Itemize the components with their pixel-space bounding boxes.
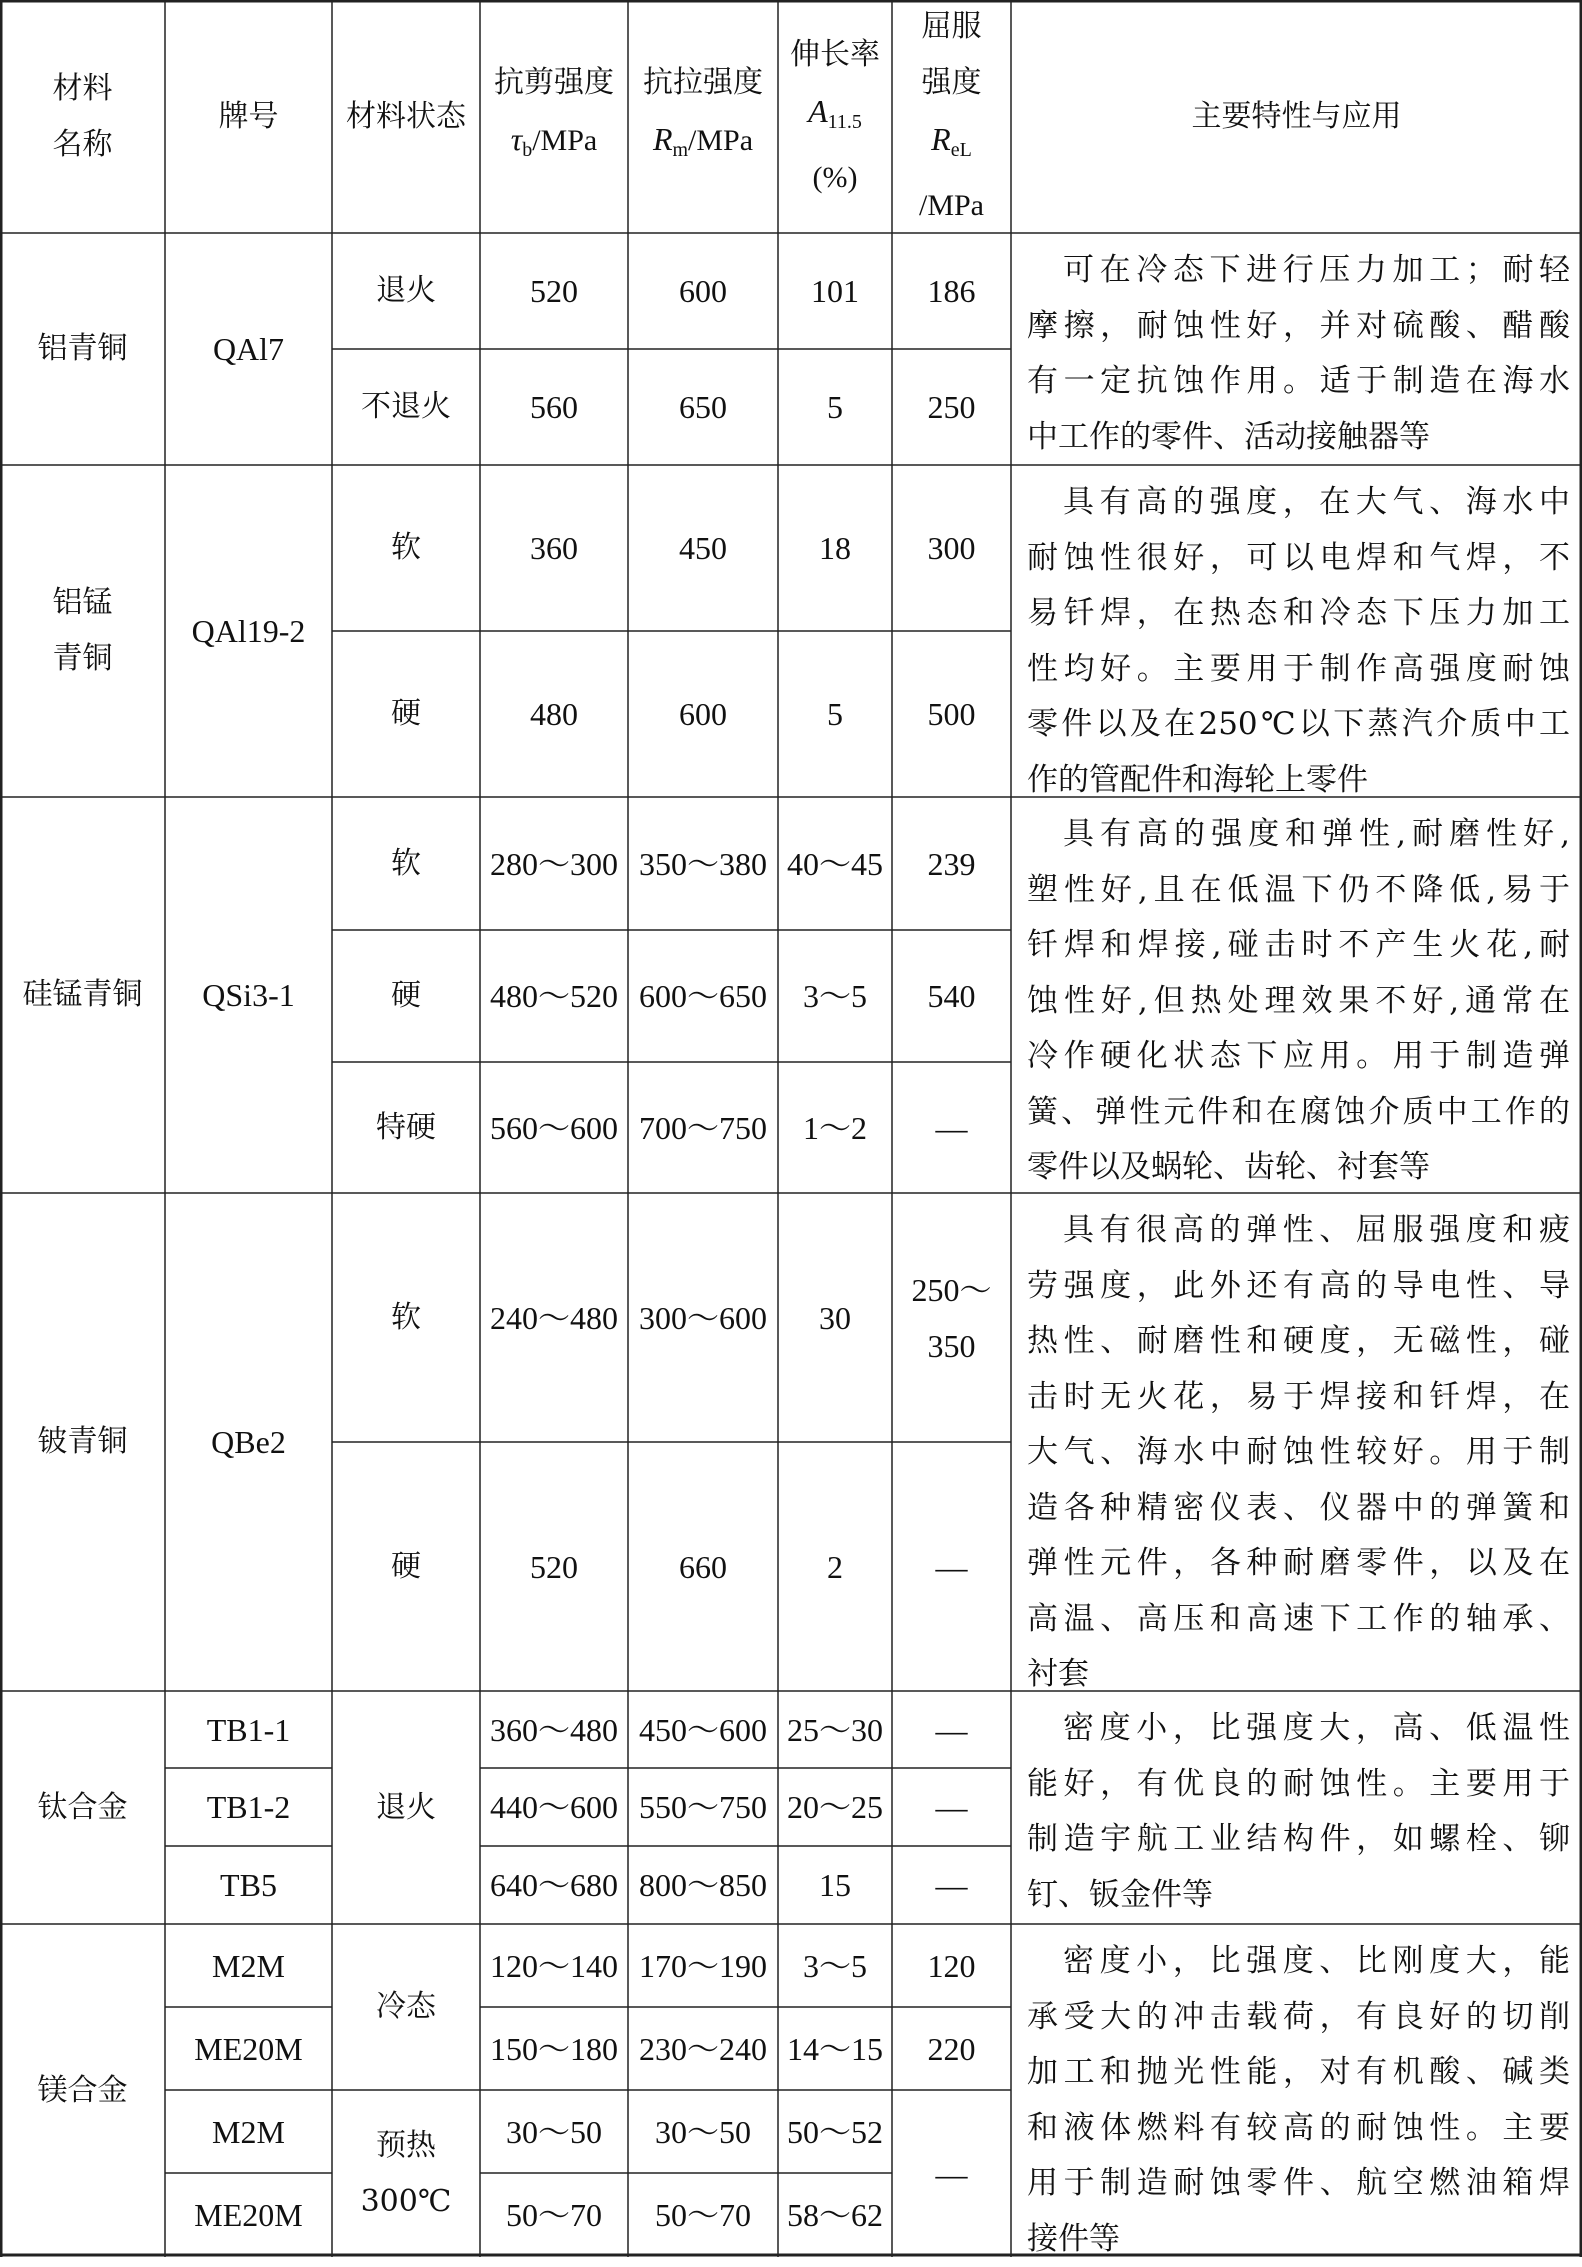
elongation-value: 3～5 (802, 978, 867, 1014)
shear-value: 120～140 (489, 1947, 618, 1984)
material-name: 钛合金 (37, 1789, 128, 1825)
grade: ME20M (194, 2197, 303, 2233)
header-material-name: 材料 名称 (52, 70, 113, 162)
shear-value: 280～300 (489, 845, 618, 882)
tensile-value: 600～650 (638, 978, 767, 1014)
header-yield-strength: 屈服 强度 $R_{eL}$ /MPa (918, 9, 984, 222)
yield-value: — (935, 1867, 968, 1903)
elongation-value: 58～62 (786, 2197, 883, 2233)
state: 软 (391, 1299, 421, 1335)
tensile-value: 350～380 (638, 845, 767, 882)
grade: QAl19-2 (191, 613, 306, 649)
tensile-value: 600 (679, 273, 727, 309)
features-description: 具有高的强度，在大气、海水中 耐蚀性很好，可以电焊和气焊，不 易钎焊，在热态和冷态下压力加工 性均好。主要用于制作高强度耐蚀 零件以及在250℃以下蒸汽介质中工 作的管配件和海轮上零件 (1027, 484, 1570, 798)
state: 软 (391, 530, 421, 565)
tensile-value: 170～190 (638, 1947, 767, 1984)
state: 硬 (391, 696, 421, 731)
yield-value: 250～ 350 (911, 1271, 992, 1364)
tensile-value: 300～600 (638, 1299, 767, 1336)
shear-value: 50～70 (505, 2197, 602, 2233)
header-shear-strength: 抗剪强度 $\tau_b$/MPa (494, 65, 614, 161)
shear-value: 360～480 (489, 1711, 618, 1748)
material-name: 镁合金 (37, 2072, 128, 2108)
state: 特硬 (376, 1109, 436, 1145)
features-description: 具有高的强度和弹性,耐磨性好, 塑性好,且在低温下仍不降低,易于 钎焊和焊接,碰击时不产生火花,耐 蚀性好,但热处理效果不好,通常在 冷作硬化状态下应用。用于制造弹 簧、弹性元件和在腐蚀介质中工作的 零件以及蜗轮、齿轮、衬套等 (1027, 816, 1570, 1185)
header-elongation: 伸长率 $A_{11.5}$ (%) (790, 37, 880, 194)
tensile-value: 650 (679, 389, 727, 425)
state: 退火 (376, 273, 436, 308)
grade: TB1-1 (206, 1711, 291, 1748)
features-description: 密度小，比强度、比刚度大，能 承受大的冲击载荷，有良好的切削 加工和抛光性能，对有机酸、碱类 和液体燃料有较高的耐蚀性。主要 用于制造耐蚀零件、航空燃油箱焊 接件等 (1027, 1943, 1570, 2257)
shear-value: 480～520 (489, 978, 618, 1014)
material-name: 铝锰 青铜 (52, 585, 113, 676)
material-name: 铝青铜 (37, 331, 128, 366)
yield-value: 300 (927, 530, 976, 566)
shear-value: 440～600 (489, 1789, 618, 1825)
elongation-value: 14～15 (786, 2030, 883, 2067)
material-name: 硅锰青铜 (22, 977, 143, 1012)
tensile-value: 50～70 (654, 2197, 751, 2233)
shear-value: 30～50 (505, 2113, 602, 2150)
yield-value: 239 (927, 845, 976, 882)
yield-value: 120 (927, 1947, 976, 1984)
elongation-value: 101 (811, 273, 859, 309)
features-description: 具有很高的弹性、屈服强度和疲 劳强度，此外还有高的导电性、导 热性、耐磨性和硬度，无磁性，碰 击时无火花，易于焊接和钎焊，在 大气、海水中耐蚀性较好。用于制 造各种精密仪表、仪器中的弹簧和 弹性元件，各种耐磨零件，以及在 高温、高压和高速下工作的轴承、 衬套 (1027, 1212, 1570, 1692)
shear-value: 520 (530, 273, 578, 309)
tensile-value: 230～240 (638, 2030, 767, 2067)
elongation-value: 25～30 (786, 1711, 883, 1748)
shear-value: 520 (530, 1548, 578, 1585)
features-description: 密度小，比强度大，高、低温性 能好，有优良的耐蚀性。主要用于 制造宇航工业结构件，如螺栓、铆 钉、钣金件等 (1027, 1710, 1570, 1913)
grade: QBe2 (211, 1424, 286, 1460)
grade: M2M (212, 1947, 285, 1984)
state: 硬 (391, 978, 421, 1013)
state: 不退火 (361, 389, 451, 424)
elongation-value: 15 (819, 1867, 851, 1903)
header-grade: 牌号 (218, 98, 279, 134)
grade: TB1-2 (206, 1789, 291, 1825)
shear-value: 560 (530, 389, 578, 425)
grade: ME20M (194, 2030, 303, 2067)
yield-value: — (935, 1109, 968, 1146)
state: 软 (391, 845, 421, 881)
state: 预热 300℃ (360, 2127, 452, 2219)
header-state: 材料状态 (346, 98, 466, 134)
elongation-value: 5 (827, 389, 843, 425)
tensile-value: 450～600 (638, 1711, 767, 1748)
elongation-value: 18 (819, 530, 851, 566)
elongation-value: 2 (827, 1548, 843, 1585)
shear-value: 640～680 (489, 1867, 618, 1903)
state: 冷态 (376, 1989, 436, 2024)
elongation-value: 5 (827, 696, 843, 732)
tensile-value: 660 (679, 1548, 727, 1585)
state: 退火 (376, 1789, 436, 1825)
yield-value: — (935, 1711, 968, 1748)
shear-value: 480 (530, 696, 578, 732)
elongation-value: 40～45 (786, 845, 883, 882)
header-features: 主要特性与应用 (1191, 98, 1402, 134)
tensile-value: 450 (679, 530, 727, 566)
material-name: 铍青铜 (37, 1424, 128, 1459)
features-description: 可在冷态下进行压力加工；耐轻 摩擦，耐蚀性好，并对硫酸、醋酸 有一定抗蚀作用。适于制造在海水 中工作的零件、活动接触器等 (1027, 252, 1570, 455)
elongation-value: 1～2 (802, 1109, 867, 1146)
grade: TB5 (220, 1867, 277, 1903)
yield-value: 186 (927, 273, 976, 309)
yield-value: 540 (927, 978, 976, 1014)
yield-value: — (935, 2155, 968, 2192)
yield-value: 250 (927, 389, 976, 425)
tensile-value: 600 (679, 696, 727, 732)
elongation-value: 3～5 (802, 1947, 867, 1984)
tensile-value: 700～750 (638, 1109, 767, 1146)
header-tensile-strength: 抗拉强度 $R_m$/MPa (643, 65, 763, 161)
yield-value: 500 (927, 696, 976, 732)
shear-value: 360 (530, 530, 578, 566)
shear-value: 560～600 (489, 1109, 618, 1146)
elongation-value: 50～52 (786, 2113, 883, 2150)
tensile-value: 30～50 (654, 2113, 751, 2150)
elongation-value: 20～25 (786, 1789, 883, 1825)
shear-value: 240～480 (489, 1299, 618, 1336)
grade: QSi3-1 (202, 977, 295, 1013)
grade: QAl7 (212, 331, 285, 367)
yield-value: 220 (927, 2030, 976, 2067)
state: 硬 (391, 1548, 421, 1584)
shear-value: 150～180 (489, 2030, 618, 2067)
elongation-value: 30 (819, 1299, 851, 1336)
yield-value: — (935, 1548, 968, 1585)
yield-value: — (935, 1789, 968, 1825)
tensile-value: 550～750 (638, 1789, 767, 1825)
grade: M2M (212, 2113, 285, 2150)
tensile-value: 800～850 (638, 1867, 767, 1903)
